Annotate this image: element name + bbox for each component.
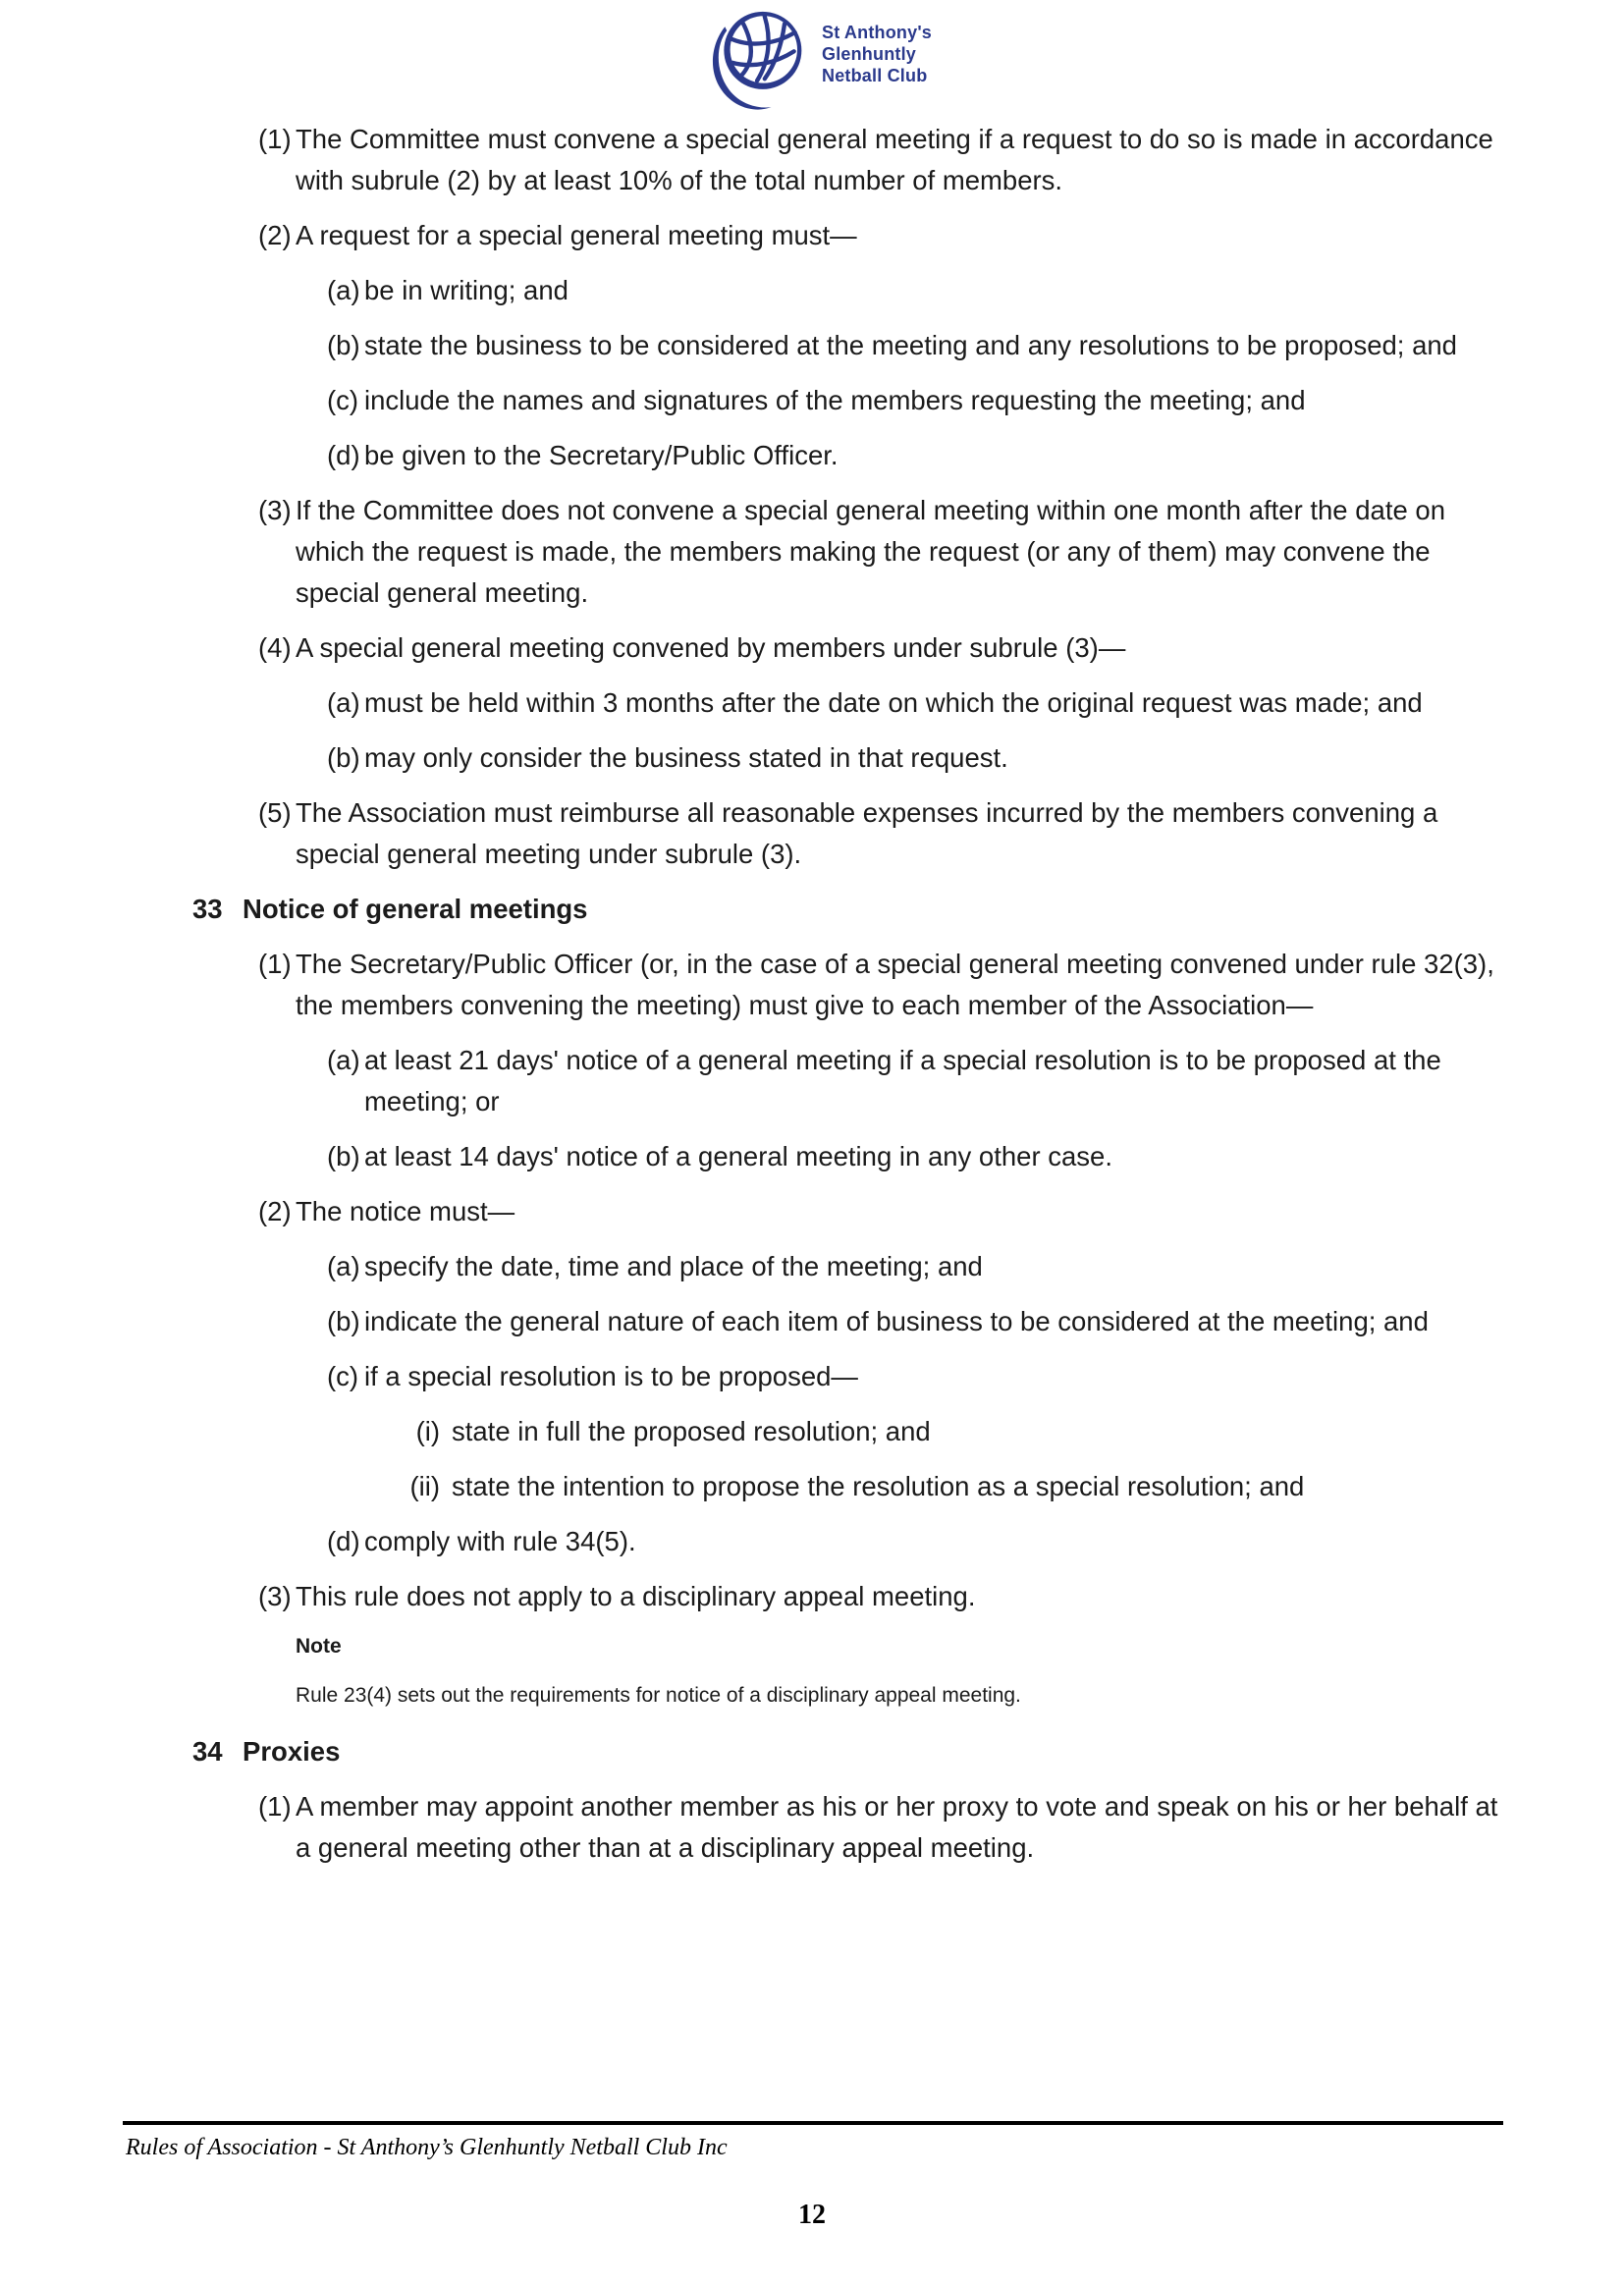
clause-text: The Committee must convene a special general meeting if a request to do so is made in accordance with subrule (2) by at least 10% of the total number of members.	[296, 124, 1493, 195]
clause-text: if a special resolution is to be proposed—	[364, 1361, 858, 1391]
netball-swoosh-icon	[711, 8, 807, 112]
section-heading	[123, 889, 1503, 930]
clause-marker: (c)	[327, 385, 359, 415]
clause-text: The notice must—	[296, 1196, 515, 1226]
clause-text: at least 14 days' notice of a general meeting in any other case.	[364, 1141, 1112, 1171]
clause-marker: (a)	[327, 1251, 360, 1281]
clause-marker: (b)	[327, 1306, 360, 1336]
section-heading	[123, 1731, 1503, 1772]
clause-text: include the names and signatures of the members requesting the meeting; and	[364, 385, 1306, 415]
section-title: Proxies	[243, 1736, 341, 1767]
clause-text: The Association must reimburse all reasonable expenses incurred by the members convening a special general meeting under subrule (3).	[296, 797, 1438, 869]
clause-text: specify the date, time and place of the meeting; and	[364, 1251, 983, 1281]
clause-text: comply with rule 34(5).	[364, 1526, 636, 1556]
clause-marker: (b)	[327, 1141, 360, 1171]
clause-text: A member may appoint another member as his or her proxy to vote and speak on his or her behalf at a general meeting other than at a disciplinary appeal meeting.	[296, 1791, 1498, 1863]
clause-item	[123, 1576, 1503, 1617]
clause-item	[123, 1356, 1503, 1397]
clause-item	[123, 627, 1503, 669]
clause-marker: (1)	[258, 1791, 292, 1822]
clause-item	[123, 792, 1503, 875]
clause-item	[123, 944, 1503, 1026]
club-logo	[711, 8, 932, 112]
section-title: Notice of general meetings	[243, 894, 588, 924]
section-number: 33	[192, 894, 223, 924]
clause-marker: (d)	[327, 1526, 360, 1556]
club-name-line-2: Glenhuntly	[822, 44, 916, 64]
clause-item	[123, 1246, 1503, 1287]
clause-item	[123, 1136, 1503, 1177]
section-number: 34	[192, 1736, 223, 1767]
footer-document-title: Rules of Association - St Anthony’s Glenhuntly Netball Club Inc	[126, 2135, 728, 2160]
clause-marker: (b)	[327, 742, 360, 773]
clause-text: may only consider the business stated in that request.	[364, 742, 1008, 773]
clause-item	[123, 1521, 1503, 1562]
club-name-line-1: St Anthony's	[822, 23, 933, 42]
rules-content	[123, 119, 1503, 1882]
clause-marker: (4)	[258, 632, 292, 663]
clause-marker: (d)	[327, 440, 360, 470]
clause-item	[123, 490, 1503, 614]
clause-text: at least 21 days' notice of a general meeting if a special resolution is to be proposed at the meeting; or	[364, 1045, 1441, 1116]
note-text: Rule 23(4) sets out the requirements for notice of a disciplinary appeal meeting.	[296, 1684, 1021, 1707]
clause-item	[123, 1411, 1503, 1452]
clause-marker: (1)	[258, 949, 292, 979]
clause-marker: (2)	[258, 220, 292, 250]
clause-text: state the business to be considered at the meeting and any resolutions to be proposed; and	[364, 330, 1457, 360]
clause-text: A special general meeting convened by members under subrule (3)—	[296, 632, 1126, 663]
clause-item	[123, 325, 1503, 366]
club-name-line-3: Netball Club	[822, 66, 928, 85]
clause-item	[123, 119, 1503, 201]
clause-item	[123, 435, 1503, 476]
clause-text: be given to the Secretary/Public Officer.	[364, 440, 839, 470]
clause-item	[123, 270, 1503, 311]
clause-text: If the Committee does not convene a special general meeting within one month after the date on which the request is made, the members making the request (or any of them) may convene the special general meeting.	[296, 495, 1445, 608]
club-name	[822, 22, 932, 86]
clause-item	[123, 1466, 1503, 1507]
clause-text: must be held within 3 months after the date on which the original request was made; and	[364, 687, 1423, 718]
clause-item	[123, 1301, 1503, 1342]
clause-marker: (a)	[327, 275, 360, 305]
clause-item	[123, 737, 1503, 779]
clause-marker: (3)	[258, 495, 292, 525]
clause-marker: (a)	[327, 687, 360, 718]
clause-text: This rule does not apply to a disciplinary appeal meeting.	[296, 1581, 976, 1611]
clause-marker: (c)	[327, 1361, 359, 1391]
clause-text: The Secretary/Public Officer (or, in the case of a special general meeting convened under rule 32(3), the members convening the meeting) must give to each member of the Association—	[296, 949, 1494, 1020]
clause-item	[123, 682, 1503, 724]
clause-text: be in writing; and	[364, 275, 568, 305]
page-number: 12	[798, 2200, 826, 2230]
clause-text: state in full the proposed resolution; and	[452, 1416, 931, 1446]
clause-item	[123, 215, 1503, 256]
clause-marker: (2)	[258, 1196, 292, 1226]
clause-marker: (1)	[258, 124, 292, 154]
clause-text: indicate the general nature of each item of business to be considered at the meeting; and	[364, 1306, 1429, 1336]
clause-marker: (i)	[415, 1416, 440, 1446]
clause-item	[123, 1040, 1503, 1122]
clause-marker: (3)	[258, 1581, 292, 1611]
clause-text: A request for a special general meeting must—	[296, 220, 857, 250]
clause-marker: (5)	[258, 797, 292, 828]
clause-marker: (b)	[327, 330, 360, 360]
footer-divider	[123, 2121, 1503, 2125]
clause-item	[123, 380, 1503, 421]
clause-item	[123, 1786, 1503, 1869]
clause-text: state the intention to propose the resolution as a special resolution; and	[452, 1471, 1305, 1501]
clause-marker: (ii)	[409, 1471, 440, 1501]
clause-marker: (a)	[327, 1045, 360, 1075]
note-label: Note	[296, 1635, 342, 1658]
clause-item	[123, 1191, 1503, 1232]
